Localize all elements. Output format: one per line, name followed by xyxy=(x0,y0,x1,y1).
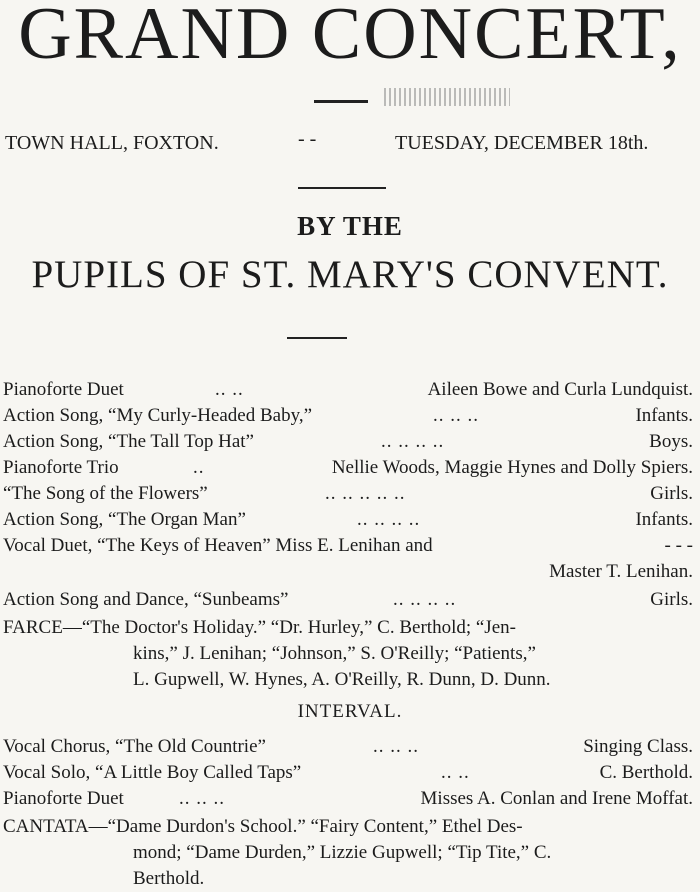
programme-row xyxy=(3,589,693,615)
programme-performer: Nellie Woods, Maggie Hynes and Dolly Spiers. xyxy=(331,457,693,478)
performers-heading: PUPILS OF ST. MARY'S CONVENT. xyxy=(31,253,669,296)
programme-row xyxy=(3,379,693,405)
leader-dots: .. .. .. .. .. xyxy=(325,483,406,504)
programme-row xyxy=(3,788,693,814)
venue-rule xyxy=(298,187,386,189)
vocal-duet-dashes: - - - xyxy=(664,535,693,556)
leader-dots: .. .. .. .. xyxy=(381,431,445,452)
programme-performer: Infants. xyxy=(635,509,693,530)
programme-item: Pianoforte Duet xyxy=(3,788,124,809)
programme-item: Vocal Chorus, “The Old Countrie” xyxy=(3,736,266,757)
programme-performer: Singing Class. xyxy=(583,736,693,757)
cantata-line-2: mond; “Dame Durden,” Lizzie Gupwell; “Tip Tite,” C. xyxy=(133,842,552,863)
programme-row xyxy=(3,535,693,561)
programme-row xyxy=(3,509,693,535)
vocal-duet-line-1: Vocal Duet, “The Keys of Heaven” Miss E. Lenihan and xyxy=(3,535,433,556)
programme-performer: Boys. xyxy=(649,431,693,452)
programme-performer: Girls. xyxy=(650,483,693,504)
programme-performer: Misses A. Conlan and Irene Moffat. xyxy=(420,788,693,809)
leader-dots: .. xyxy=(193,457,205,478)
programme-item: Action Song, “The Organ Man” xyxy=(3,509,246,530)
leader-dots: .. .. .. .. xyxy=(393,589,457,610)
programme-item: Action Song, “The Tall Top Hat” xyxy=(3,431,254,452)
leader-dots: .. .. xyxy=(215,379,244,400)
print-smudge xyxy=(384,88,510,106)
subtitle-rule xyxy=(287,337,347,339)
programme-row xyxy=(3,457,693,483)
venue-date-separator: - - xyxy=(298,128,317,150)
title-rule xyxy=(314,100,368,103)
programme-row xyxy=(3,483,693,509)
leader-dots: .. .. .. xyxy=(373,736,419,757)
venue: TOWN HALL, FOXTON. xyxy=(5,132,219,154)
cantata-entry xyxy=(3,814,693,892)
concert-date: TUESDAY, DECEMBER 18th. xyxy=(395,132,649,154)
programme-item: Action Song, “My Curly-Headed Baby,” xyxy=(3,405,313,426)
programme-row xyxy=(3,405,693,431)
programme-item: Pianoforte Duet xyxy=(3,379,124,400)
interval-heading: INTERVAL. xyxy=(297,701,403,722)
leader-dots: .. .. .. xyxy=(179,788,225,809)
leader-dots: .. .. xyxy=(441,762,470,783)
concert-title: GRAND CONCERT, xyxy=(18,0,682,75)
programme-performer: C. Berthold. xyxy=(599,762,693,783)
programme-performer: Aileen Bowe and Curla Lundquist. xyxy=(427,379,693,400)
programme-row xyxy=(3,762,693,788)
cantata-line-3: Berthold. xyxy=(133,868,205,889)
programme-item: Pianoforte Trio xyxy=(3,457,119,478)
programme-row xyxy=(3,736,693,762)
farce-line-3: L. Gupwell, W. Hynes, A. O'Reilly, R. Dunn, D. Dunn. xyxy=(133,669,551,690)
programme-performer: Infants. xyxy=(635,405,693,426)
programme-item: Action Song and Dance, “Sunbeams” xyxy=(3,589,289,610)
by-the-heading: BY THE xyxy=(297,211,403,241)
farce-line-1: FARCE—“The Doctor's Holiday.” “Dr. Hurley,” C. Berthold; “Jen- xyxy=(3,617,516,638)
programme-item: Vocal Solo, “A Little Boy Called Taps” xyxy=(3,762,302,783)
programme-row xyxy=(3,561,693,587)
leader-dots: .. .. .. .. xyxy=(357,509,421,530)
farce-entry xyxy=(3,615,693,693)
farce-line-2: kins,” J. Lenihan; “Johnson,” S. O'Reilly; “Patients,” xyxy=(133,643,536,664)
programme-performer: Girls. xyxy=(650,589,693,610)
cantata-line-1: CANTATA—“Dame Durdon's School.” “Fairy Content,” Ethel Des- xyxy=(3,816,523,837)
programme-item: “The Song of the Flowers” xyxy=(3,483,208,504)
vocal-duet-line-2: Master T. Lenihan. xyxy=(549,561,693,582)
programme-row xyxy=(3,431,693,457)
leader-dots: .. .. .. xyxy=(433,405,479,426)
